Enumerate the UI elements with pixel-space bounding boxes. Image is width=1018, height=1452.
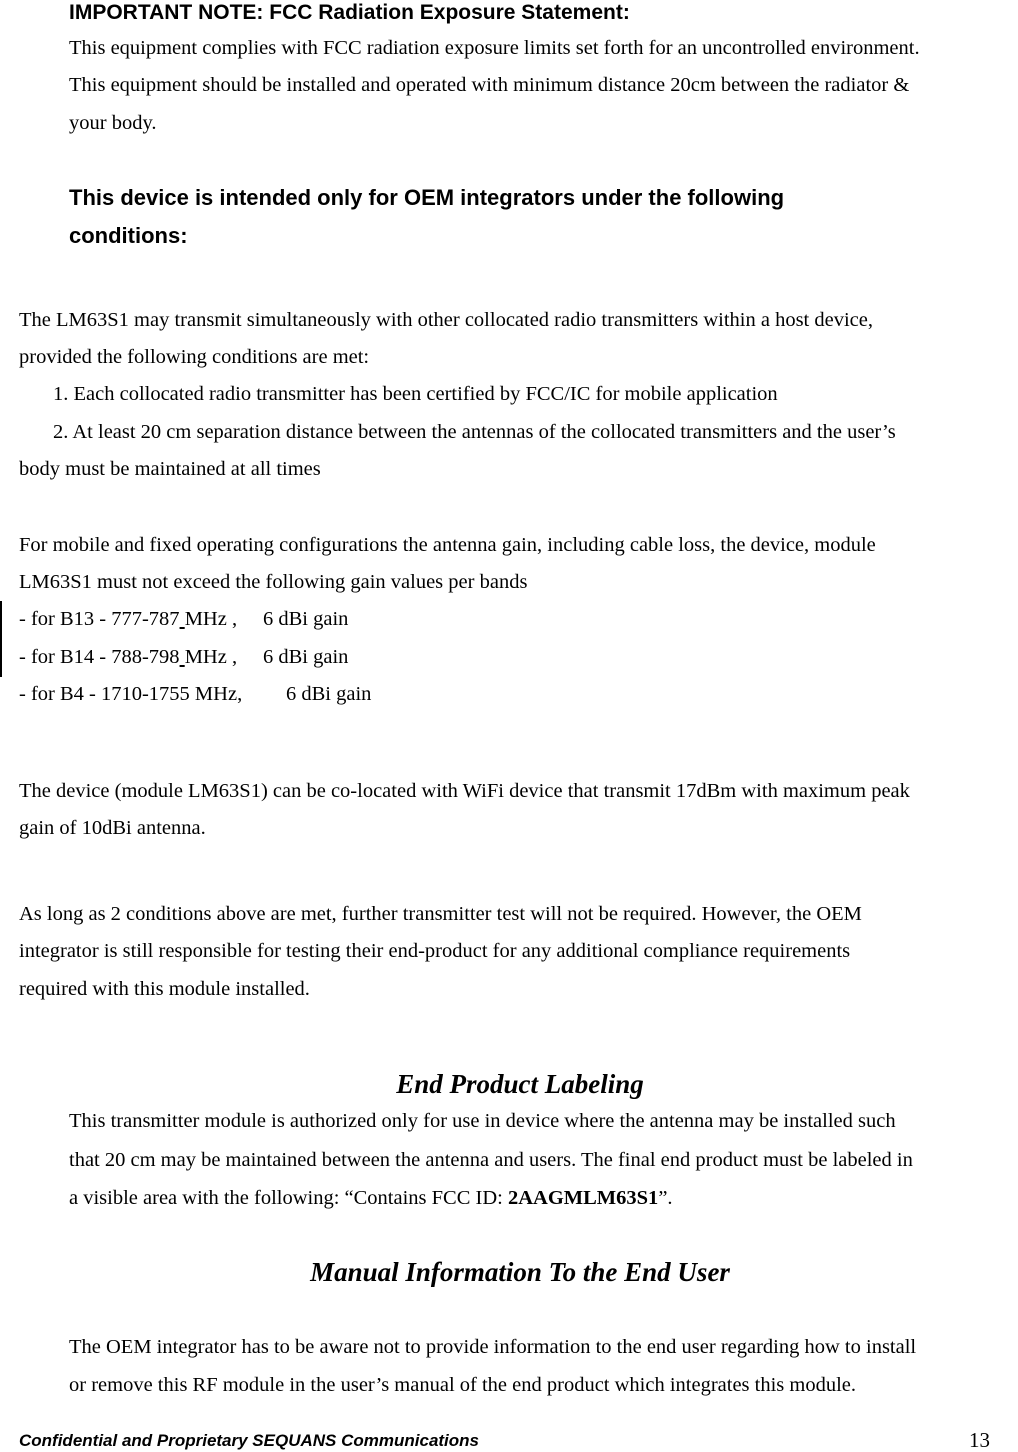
band-b4-gain: 6 dBi gain: [286, 683, 372, 705]
antenna-gain-line-1: For mobile and fixed operating configurations the antenna gain, including cable loss, the device, module: [19, 534, 876, 556]
footer-confidential: Confidential and Proprietary SEQUANS Communications: [19, 1431, 480, 1450]
fcc-note-line-3: your body.: [69, 112, 157, 134]
conditions-line-1: As long as 2 conditions above are met, further transmitter test will not be required. However, the OEM: [19, 903, 862, 925]
fcc-note-title: IMPORTANT NOTE: FCC Radiation Exposure Statement:: [69, 1, 630, 24]
page-number: 13: [969, 1428, 990, 1452]
band-b13-gain: 6 dBi gain: [263, 608, 349, 630]
collocation-condition-2: 2. At least 20 cm separation distance between the antennas of the collocated transmitters and the user’s: [53, 421, 896, 443]
manual-info-line-1: The OEM integrator has to be aware not to provide information to the end user regarding how to install: [69, 1336, 917, 1358]
fcc-note-line-1: This equipment complies with FCC radiation exposure limits set forth for an uncontrolled environment.: [69, 37, 920, 59]
manual-info-heading: Manual Information To the End User: [310, 1257, 730, 1287]
fcc-note-line-2: This equipment should be installed and operated with minimum distance 20cm between the radiator &: [69, 74, 910, 96]
antenna-gain-line-2: LM63S1 must not exceed the following gain values per bands: [19, 571, 528, 593]
labeling-line-1: This transmitter module is authorized only for use in device where the antenna may be installed such: [69, 1110, 896, 1132]
collocation-condition-1: 1. Each collocated radio transmitter has been certified by FCC/IC for mobile application: [53, 383, 778, 405]
band-b4: - for B4 - 1710-1755 MHz,: [19, 683, 243, 705]
end-product-labeling-heading: End Product Labeling: [396, 1069, 644, 1099]
labeling-line-3-prefix: a visible area with the following: “Contains FCC ID:: [69, 1187, 508, 1209]
band-b14: [19, 645, 237, 669]
labeling-line-2: that 20 cm may be maintained between the antenna and users. The final end product must be labeled in: [69, 1149, 913, 1171]
collocation-line-2: provided the following conditions are met:: [19, 346, 370, 368]
labeling-line-3: [69, 1186, 673, 1210]
band-b14-gain: 6 dBi gain: [263, 646, 349, 668]
oem-heading-line-1: This device is intended only for OEM integrators under the following: [69, 185, 785, 210]
wifi-line-2: gain of 10dBi antenna.: [19, 817, 206, 839]
band-b14-range: - for B14 - 788-798: [19, 646, 180, 668]
conditions-line-2: integrator is still responsible for testing their end-product for any additional compliance requirements: [19, 940, 851, 962]
labeling-line-3-suffix: ”.: [658, 1187, 673, 1209]
collocation-line-1: The LM63S1 may transmit simultaneously with other collocated radio transmitters within a host device,: [19, 309, 873, 331]
band-b13: [19, 607, 237, 631]
band-b14-unit: MHz ,: [184, 646, 238, 668]
manual-info-line-2: or remove this RF module in the user’s manual of the end product which integrates this module.: [69, 1374, 857, 1396]
band-b13-range: - for B13 - 777-787: [19, 608, 180, 630]
oem-heading-line-2: conditions:: [69, 223, 188, 248]
wifi-line-1: The device (module LM63S1) can be co-located with WiFi device that transmit 17dBm with maximum peak: [19, 780, 910, 802]
band-b13-unit: MHz ,: [184, 608, 238, 630]
fcc-id: 2AAGMLM63S1: [507, 1187, 659, 1209]
change-bar: [0, 601, 2, 677]
collocation-line-5: body must be maintained at all times: [19, 458, 321, 480]
conditions-line-3: required with this module installed.: [19, 978, 310, 1000]
